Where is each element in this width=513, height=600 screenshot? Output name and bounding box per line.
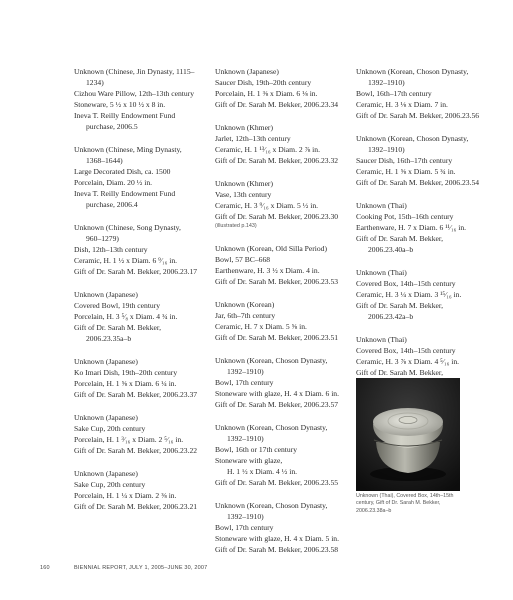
photo-caption [356,493,464,515]
entry-line: Unknown (Korean, Choson Dynasty, [356,134,469,143]
page-number: 160 [40,565,50,571]
entry-line: Large Decorated Dish, ca. 1500 [74,167,171,176]
entry-line: Unknown (Korean, Choson Dynasty, [215,501,328,510]
entry-line: Porcelain, H. 1 ³⁄₁₆ x Diam. 2 ⁵⁄₁₆ in. [74,435,184,444]
entry-line: Gift of Dr. Sarah M. Bekker, 2006.23.56 [356,111,480,120]
entry-line: Ceramic, H. 7 x Diam. 5 ⅝ in. [215,322,307,331]
catalog-entry [215,500,355,555]
entry-line: Unknown (Korean, Choson Dynasty, [356,67,469,76]
entry-line: Gift of Dr. Sarah M. Bekker, 2006.23.21 [74,502,198,511]
catalog-entry [356,267,504,322]
entry-line: 1392–1910) [227,512,264,521]
report-title: BIENNIAL REPORT, JULY 1, 2005–JUNE 30, 2007 [74,565,208,571]
entry-line: Unknown (Korean) [215,300,275,309]
entry-line: Gift of Dr. Sarah M. Bekker, 2006.23.37 [74,390,198,399]
entry-line: Ko Imari Dish, 19th–20th century [74,368,178,377]
entry-line: Gift of Dr. Sarah M. Bekker, 2006.23.58 [215,545,339,554]
entry-line: Cizhou Ware Pillow, 12th–13th century [74,89,195,98]
entry-line: Unknown (Khmer) [215,179,273,188]
catalog-column-2 [215,66,355,567]
entry-line: Gift of Dr. Sarah M. Bekker, 2006.23.17 [74,267,198,276]
entry-line: Saucer Dish, 16th–17th century [356,156,453,165]
catalog-entry [215,122,355,166]
catalog-entry [356,66,504,121]
catalog-entry [215,422,355,488]
entry-line: Unknown (Korean, Old Silla Period) [215,244,327,253]
entry-line: 2006.23.42a–b [368,312,414,321]
entry-line: Gift of Dr. Sarah M. Bekker, 2006.23.55 [215,478,339,487]
catalog-entry [215,299,355,343]
catalog-entry [74,144,214,210]
catalog-column-3 [356,66,504,401]
caption-line: 2006.23.38a–b [356,507,392,514]
entry-line: Covered Box, 14th–15th century [356,346,456,355]
entry-line: Unknown (Chinese, Song Dynasty, [74,223,181,232]
entry-line: Gift of Dr. Sarah M. Bekker, 2006.23.57 [215,400,339,409]
catalog-entry [74,289,214,344]
page-footer [40,565,207,571]
illustration-note: (illustrated p.143) [215,223,257,229]
catalog-entry [215,355,355,410]
entry-line: Porcelain, H. 1 ¼ x Diam. 2 ⅜ in. [74,491,177,500]
entry-line: Gift of Dr. Sarah M. Bekker, 2006.23.54 [356,178,480,187]
entry-line: Gift of Dr. Sarah M. Bekker, 2006.23.22 [74,446,198,455]
entry-line: Unknown (Chinese, Ming Dynasty, [74,145,182,154]
entry-line: Earthenware, H. 7 x Diam. 6 ¹¹⁄₁₆ in. [356,223,467,232]
entry-line: Gift of Dr. Sarah M. Bekker, [356,301,444,310]
entry-line: Sake Cup, 20th century [74,480,146,489]
entry-line: Unknown (Korean, Choson Dynasty, [215,356,328,365]
entry-line: Gift of Dr. Sarah M. Bekker, [356,368,444,377]
entry-line: purchase, 2006.4 [86,200,138,209]
entry-line: Ineva T. Reilly Endowment Fund [74,111,176,120]
entry-line: Bowl, 17th century [215,523,274,532]
entry-line: 1392–1910) [227,367,264,376]
entry-line: Stoneware with glaze, H. 4 x Diam. 6 in. [215,389,340,398]
entry-line: Bowl, 57 BC–668 [215,255,271,264]
entry-line: Porcelain, Diam. 20 ½ in. [74,178,153,187]
entry-line: 1392–1910) [368,78,405,87]
entry-line: Cooking Pot, 15th–16th century [356,212,454,221]
entry-line: Porcelain, H. 1 ⅝ x Diam. 6 ¼ in. [74,379,177,388]
catalog-entry [74,222,214,277]
entry-line: Unknown (Japanese) [74,290,138,299]
entry-line: Stoneware, 5 ½ x 10 ½ x 8 in. [74,100,166,109]
entry-line: Earthenware, H. 3 ½ x Diam. 4 in. [215,266,320,275]
entry-line: Ceramic, H. 1 ½ x Diam. 6 ⁹⁄₁₆ in. [74,256,178,265]
entry-line: Gift of Dr. Sarah M. Bekker, 2006.23.30 [215,212,339,221]
entry-line: 960–1279) [86,234,119,243]
caption-line: Unknown (Thai), Covered Box, 14th–15th [356,493,454,499]
catalog-entry [74,356,214,400]
catalog-entry [74,412,214,456]
catalog-entry [74,66,214,132]
catalog-entry [356,133,504,188]
entry-line: 1234) [86,78,104,87]
entry-line: Unknown (Chinese, Jin Dynasty, 1115– [74,67,195,76]
entry-line: Sake Cup, 20th century [74,424,146,433]
catalog-entry [356,200,504,255]
entry-line: Ineva T. Reilly Endowment Fund [74,189,176,198]
entry-line: Stoneware with glaze, [215,456,283,465]
entry-line: Unknown (Japanese) [215,67,279,76]
entry-line: Unknown (Thai) [356,335,407,344]
entry-line: Gift of Dr. Sarah M. Bekker, 2006.23.32 [215,156,339,165]
entry-line: Bowl, 17th century [215,378,274,387]
entry-line: purchase, 2006.5 [86,122,138,131]
entry-line: 1368–1644) [86,156,123,165]
entry-line: 2006.23.35a–b [86,334,132,343]
entry-line: Unknown (Thai) [356,201,407,210]
entry-line: Stoneware with glaze, H. 4 x Diam. 5 in. [215,534,340,543]
entry-line: Unknown (Japanese) [74,413,138,422]
entry-line: Bowl, 16th–17th century [356,89,432,98]
entry-line: 2006.23.40a–b [368,245,414,254]
catalog-entry [215,178,355,231]
catalog-entry [215,243,355,287]
caption-line: century, Gift of Dr. Sarah M. Bekker, [356,500,441,507]
entry-line: H. 1 ½ x Diam. 4 ½ in. [227,467,298,476]
entry-line: 1392–1910) [227,434,264,443]
entry-line: 1392–1910) [368,145,405,154]
entry-line: Ceramic, H. 3 ¼ x Diam. 3 ¹⁵⁄₁₆ in. [356,290,462,299]
entry-line: Ceramic, H. 1 ¹³⁄₁₆ x Diam. 2 ⅞ in. [215,145,320,154]
entry-line: Porcelain, H. 3 ⁵⁄₈ x Diam. 4 ¾ in. [74,312,178,321]
entry-line: Saucer Dish, 19th–20th century [215,78,312,87]
entry-line: Ceramic, H. 1 ⅝ x Diam. 5 ¾ in. [356,167,456,176]
entry-line: Gift of Dr. Sarah M. Bekker, [356,234,444,243]
entry-line: Covered Box, 14th–15th century [356,279,456,288]
catalog-entry [215,66,355,110]
entry-line: Ceramic, H. 3 ⁹⁄₁₆ x Diam. 5 ½ in. [215,201,319,210]
entry-line: Porcelain, H. 1 ⅜ x Diam. 6 ⅛ in. [215,89,318,98]
entry-line: Unknown (Thai) [356,268,407,277]
entry-line: Gift of Dr. Sarah M. Bekker, 2006.23.53 [215,277,339,286]
entry-line: Covered Bowl, 19th century [74,301,161,310]
entry-line: Gift of Dr. Sarah M. Bekker, 2006.23.51 [215,333,339,342]
entry-line: Gift of Dr. Sarah M. Bekker, [74,323,162,332]
entry-line: Ceramic, H. 3 ⅛ x Diam. 7 in. [356,100,448,109]
entry-line: Jarlet, 12th–13th century [215,134,291,143]
catalog-column-1 [74,66,214,524]
entry-line: Unknown (Japanese) [74,357,138,366]
entry-line: Bowl, 16th or 17th century [215,445,298,454]
entry-line: Vase, 13th century [215,190,272,199]
covered-box-photo [356,378,460,491]
entry-line: Unknown (Japanese) [74,469,138,478]
entry-line: Unknown (Khmer) [215,123,273,132]
entry-line: Jar, 6th–7th century [215,311,276,320]
entry-line: Unknown (Korean, Choson Dynasty, [215,423,328,432]
catalog-entry [74,468,214,512]
entry-line: Ceramic, H. 3 ⅞ x Diam. 4 ⁵⁄₁₆ in. [356,357,460,366]
entry-line: Gift of Dr. Sarah M. Bekker, 2006.23.34 [215,100,339,109]
entry-line: Dish, 12th–13th century [74,245,148,254]
